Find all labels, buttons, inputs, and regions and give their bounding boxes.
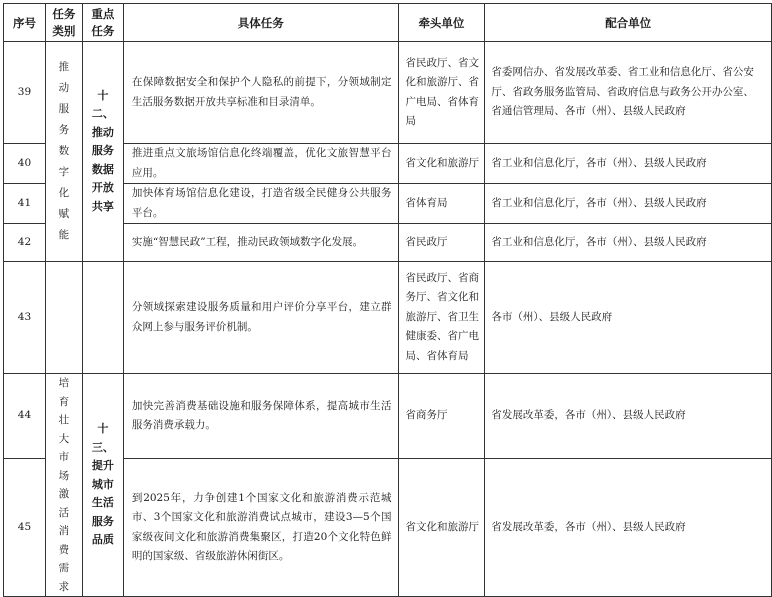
coop-unit: 省发展改革委，各市（州）、县级人民政府 <box>485 374 772 459</box>
category-cell: 推动服务数字化赋能 <box>45 42 82 262</box>
specific-task: 推进重点文旅场馆信息化终端覆盖，优化文旅智慧平台应用。 <box>123 144 398 184</box>
table-row <box>4 262 772 374</box>
row-no: 41 <box>4 184 46 224</box>
header-coop-unit: 配合单位 <box>485 4 772 42</box>
key-task-cell: 十三、提升城市生活服务品质 <box>82 374 123 597</box>
lead-unit: 省文化和旅游厅 <box>398 144 485 184</box>
coop-unit: 各市（州）、县级人民政府 <box>485 262 772 374</box>
lead-unit: 省体育局 <box>398 184 485 224</box>
table-row <box>4 374 772 459</box>
header-lead-unit: 牵头单位 <box>398 4 485 42</box>
category-cell: 培育壮大市场激活消费需求 <box>45 374 82 597</box>
specific-task: 加快体育场馆信息化建设，打造省级全民健身公共服务平台。 <box>123 184 398 224</box>
header-no: 序号 <box>4 4 46 42</box>
lead-unit: 省民政厅 <box>398 224 485 262</box>
coop-unit: 省工业和信息化厅，各市（州）、县级人民政府 <box>485 224 772 262</box>
header-specific-task: 具体任务 <box>123 4 398 42</box>
key-task-cell: 十二、推动服务数据开放共享 <box>82 42 123 262</box>
key-task-cell-empty <box>82 262 123 374</box>
row-no: 39 <box>4 42 46 144</box>
specific-task: 加快完善消费基础设施和服务保障体系，提高城市生活服务消费承载力。 <box>123 374 398 459</box>
row-no: 43 <box>4 262 46 374</box>
specific-task: 到2025年，力争创建1个国家文化和旅游消费示范城市、3个国家文化和旅游消费试点城市，建设3—5个国家级夜间文化和旅游消费集聚区，打造20个文化特色鲜明的国家级、省级旅游休闲街区。 <box>123 459 398 597</box>
table-row <box>4 42 772 144</box>
coop-unit: 省委网信办、省发展改革委、省工业和信息化厅、省公安厅、省政务服务监管局、省政府信息与政务公开办公室、省通信管理局、各市（州）、县级人民政府 <box>485 42 772 144</box>
lead-unit: 省文化和旅游厅 <box>398 459 485 597</box>
row-no: 45 <box>4 459 46 597</box>
coop-unit: 省发展改革委，各市（州）、县级人民政府 <box>485 459 772 597</box>
specific-task: 实施“智慧民政”工程，推动民政领域数字化发展。 <box>123 224 398 262</box>
lead-unit: 省商务厅 <box>398 374 485 459</box>
header-key-task: 重点任务 <box>82 4 123 42</box>
task-table <box>3 3 772 597</box>
coop-unit: 省工业和信息化厅，各市（州）、县级人民政府 <box>485 144 772 184</box>
header-category: 任务类别 <box>45 4 82 42</box>
specific-task: 在保障数据安全和保护个人隐私的前提下，分领域制定生活服务数据开放共享标准和目录清单。 <box>123 42 398 144</box>
header-row <box>4 4 772 42</box>
category-cell-empty <box>45 262 82 374</box>
row-no: 40 <box>4 144 46 184</box>
coop-unit: 省工业和信息化厅，各市（州）、县级人民政府 <box>485 184 772 224</box>
row-no: 42 <box>4 224 46 262</box>
lead-unit: 省民政厅、省文化和旅游厅、省广电局、省体育局 <box>398 42 485 144</box>
specific-task: 分领域探索建设服务质量和用户评价分享平台，建立群众网上参与服务评价机制。 <box>123 262 398 374</box>
row-no: 44 <box>4 374 46 459</box>
lead-unit: 省民政厅、省商务厅、省文化和旅游厅、省卫生健康委、省广电局、省体育局 <box>398 262 485 374</box>
